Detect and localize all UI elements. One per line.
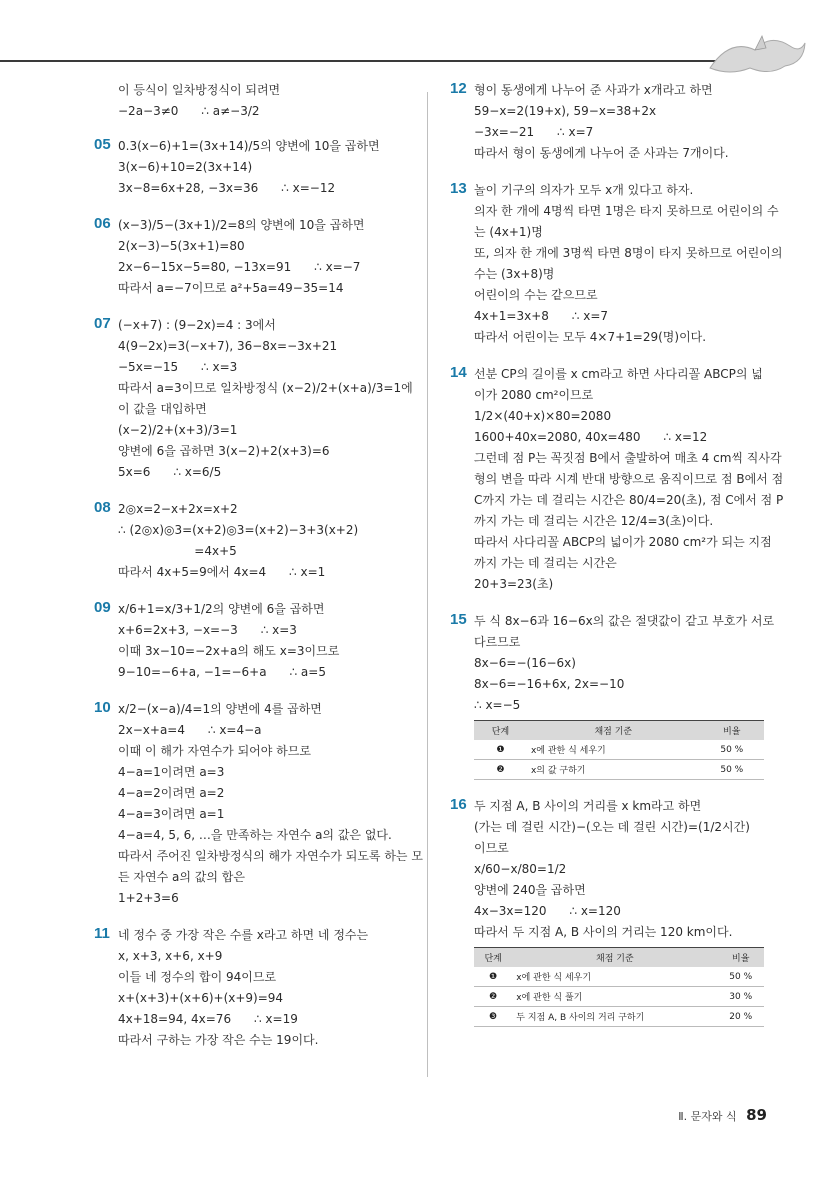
solution-line: 5x=6 ∴ x=6/5: [118, 465, 222, 479]
solution-line: 9−10=−6+a, −1=−6+a ∴ a=5: [118, 665, 326, 679]
solution-line: 59−x=2(19+x), 59−x=38+2x: [474, 104, 657, 118]
problem-number: 07: [94, 315, 111, 332]
column-divider: [427, 92, 428, 1077]
intro-block: [118, 80, 414, 122]
table-cell: x에 관한 식 풀기: [512, 987, 717, 1007]
left-column: [94, 80, 423, 1067]
problem-14: [450, 364, 784, 595]
solution-line: (−x+7) : (9−2x)=4 : 3에서: [118, 318, 276, 332]
solution-line: 20+3=23(초): [474, 577, 554, 591]
solution-lines: [118, 699, 423, 909]
solution-line: 따라서 a=−7이므로 a²+5a=49−35=14: [118, 281, 344, 295]
intro-line: 이 등식이 일차방정식이 되려면: [118, 83, 281, 97]
solution-line: 수는 (3x+8)명: [474, 267, 555, 281]
solution-line: 따라서 어린이는 모두 4×7+1=29(명)이다.: [474, 330, 707, 344]
solution-line: 든 자연수 a의 값의 합은: [118, 870, 245, 884]
solution-line: ∴ x=−5: [474, 698, 521, 712]
problem-number: 15: [450, 611, 467, 628]
solution-line: 이가 2080 cm²이므로: [474, 388, 594, 402]
problem-number: 12: [450, 80, 467, 97]
solution-line: 2x−6−15x−5=80, −13x=91 ∴ x=−7: [118, 260, 361, 274]
table-header: 채점 기준: [527, 721, 700, 741]
problem-07: [94, 315, 414, 483]
problem-13: [450, 180, 783, 348]
problem-16: [450, 796, 768, 1027]
dragon-icon: [700, 28, 810, 78]
scoring-table: [474, 720, 764, 780]
solution-lines: [474, 611, 775, 716]
table-header: 비율: [700, 721, 764, 741]
solution-line: (x−3)/5−(3x+1)/2=8의 양변에 10을 곱하면: [118, 218, 365, 232]
solution-lines: [474, 80, 768, 164]
solution-line: 어린이의 수는 같으므로: [474, 288, 598, 302]
solution-line: 양변에 6을 곱하면 3(x−2)+2(x+3)=6: [118, 444, 330, 458]
solution-line: 또, 의자 한 개에 3명씩 타면 8명이 타지 못하므로 어린이의: [474, 246, 783, 260]
solution-line: 2(x−3)−5(3x+1)=80: [118, 239, 245, 253]
solution-line: =4x+5: [118, 544, 237, 558]
solution-line: 양변에 240을 곱하면: [474, 883, 586, 897]
solution-line: x+(x+3)+(x+6)+(x+9)=94: [118, 991, 284, 1005]
table-cell: ❶: [474, 967, 512, 987]
solution-line: 4x+1=3x+8 ∴ x=7: [474, 309, 609, 323]
problem-number: 16: [450, 796, 467, 813]
solution-line: x/6+1=x/3+1/2의 양변에 6을 곱하면: [118, 602, 325, 616]
table-cell: x에 관한 식 세우기: [527, 740, 700, 760]
table-cell: ❷: [474, 987, 512, 1007]
problem-number: 09: [94, 599, 111, 616]
solution-line: 따라서 a=3이므로 일차방정식 (x−2)/2+(x+a)/3=1에: [118, 381, 413, 395]
table-cell: 50 %: [700, 760, 764, 780]
problem-number: 08: [94, 499, 111, 516]
solution-lines: [474, 180, 783, 348]
table-cell: ❷: [474, 760, 527, 780]
solution-line: 4−a=4, 5, 6, …을 만족하는 자연수 a의 값은 없다.: [118, 828, 392, 842]
solution-line: 4−a=2이려면 a=2: [118, 786, 225, 800]
solution-line: 4x+18=94, 4x=76 ∴ x=19: [118, 1012, 298, 1026]
table-row: [474, 967, 764, 987]
solution-line: 두 지점 A, B 사이의 거리를 x km라고 하면: [474, 799, 702, 813]
solution-lines: [118, 215, 414, 299]
solution-line: 4−a=1이려면 a=3: [118, 765, 225, 779]
solution-line: 따라서 주어진 일차방정식의 해가 자연수가 되도록 하는 모: [118, 849, 423, 863]
solution-line: 형의 변을 따라 시계 반대 방향으로 움직이므로 점 B에서 점: [474, 472, 784, 486]
table-header: 채점 기준: [512, 948, 717, 968]
problem-number: 11: [94, 925, 110, 942]
problem-09: [94, 599, 414, 683]
solution-lines: [474, 364, 784, 595]
solution-line: 다르므로: [474, 635, 521, 649]
solution-line: 이 값을 대입하면: [118, 402, 207, 416]
scoring-table: [474, 947, 764, 1027]
solution-lines: [118, 499, 414, 583]
solution-line: x/60−x/80=1/2: [474, 862, 567, 876]
table-header: 비율: [717, 948, 764, 968]
problem-number: 05: [94, 136, 111, 153]
solution-line: 따라서 구하는 가장 작은 수는 19이다.: [118, 1033, 319, 1047]
solution-line: 두 식 8x−6과 16−6x의 값은 절댓값이 같고 부호가 서로: [474, 614, 775, 628]
solution-line: 2◎x=2−x+2x=x+2: [118, 502, 238, 516]
right-column: [450, 80, 784, 1043]
solution-line: 1+2+3=6: [118, 891, 179, 905]
problem-08: [94, 499, 414, 583]
solution-line: 따라서 형이 동생에게 나누어 준 사과는 7개이다.: [474, 146, 729, 160]
solution-lines: [118, 599, 414, 683]
table-row: [474, 760, 764, 780]
table-row: [474, 740, 764, 760]
solution-line: ∴ (2◎x)◎3=(x+2)◎3=(x+2)−3+3(x+2): [118, 523, 359, 537]
solution-line: 네 정수 중 가장 작은 수를 x라고 하면 네 정수는: [118, 928, 369, 942]
solution-line: 4−a=3이려면 a=1: [118, 807, 225, 821]
page-footer: [678, 1106, 767, 1124]
problem-number: 14: [450, 364, 467, 381]
table-cell: 50 %: [717, 967, 764, 987]
solution-lines: [474, 796, 768, 943]
table-row: [474, 987, 764, 1007]
solution-line: 3(x−6)+10=2(3x+14): [118, 160, 253, 174]
solution-line: 3x−8=6x+28, −3x=36 ∴ x=−12: [118, 181, 336, 195]
problem-number: 13: [450, 180, 467, 197]
intro-line: −2a−3≠0 ∴ a≠−3/2: [118, 104, 260, 118]
solution-line: 2x−x+a=4 ∴ x=4−a: [118, 723, 262, 737]
table-cell: 50 %: [700, 740, 764, 760]
problem-11: [94, 925, 414, 1051]
solution-line: 까지 가는 데 걸리는 시간은: [474, 556, 617, 570]
solution-line: 이므로: [474, 841, 509, 855]
solution-line: (x−2)/2+(x+3)/3=1: [118, 423, 238, 437]
solution-line: 1/2×(40+x)×80=2080: [474, 409, 612, 423]
solution-line: 이때 이 해가 자연수가 되어야 하므로: [118, 744, 311, 758]
problem-06: [94, 215, 414, 299]
problem-number: 06: [94, 215, 111, 232]
solution-line: C까지 가는 데 걸리는 시간은 80/4=20(초), 점 C에서 점 P: [474, 493, 784, 507]
solution-line: 선분 CP의 길이를 x cm라고 하면 사다리꼴 ABCP의 넓: [474, 367, 763, 381]
table-cell: ❶: [474, 740, 527, 760]
chapter-label: Ⅱ. 문자와 식: [678, 1110, 737, 1123]
solution-lines: [118, 925, 414, 1051]
solution-line: 따라서 사다리꼴 ABCP의 넓이가 2080 cm²가 되는 지점: [474, 535, 772, 549]
table-cell: 두 지점 A, B 사이의 거리 구하기: [512, 1007, 717, 1027]
solution-line: −3x=−21 ∴ x=7: [474, 125, 594, 139]
solution-line: 이때 3x−10=−2x+a의 해도 x=3이므로: [118, 644, 340, 658]
solution-lines: [118, 315, 414, 483]
page-number: 89: [746, 1106, 767, 1124]
table-cell: 30 %: [717, 987, 764, 1007]
solution-line: 0.3(x−6)+1=(3x+14)/5의 양변에 10을 곱하면: [118, 139, 380, 153]
solution-line: 는 (4x+1)명: [474, 225, 543, 239]
solution-line: 놀이 기구의 의자가 모두 x개 있다고 하자.: [474, 183, 694, 197]
problem-10: [94, 699, 423, 909]
solution-line: 그런데 점 P는 꼭짓점 B에서 출발하여 매초 4 cm씩 직사각: [474, 451, 782, 465]
solution-line: 이들 네 정수의 합이 94이므로: [118, 970, 277, 984]
problem-12: [450, 80, 768, 164]
solution-line: −5x=−15 ∴ x=3: [118, 360, 238, 374]
table-cell: x의 값 구하기: [527, 760, 700, 780]
solution-line: x, x+3, x+6, x+9: [118, 949, 223, 963]
problem-05: [94, 136, 414, 199]
top-rule: [0, 60, 730, 62]
solution-line: 4x−3x=120 ∴ x=120: [474, 904, 621, 918]
solution-line: x/2−(x−a)/4=1의 양변에 4를 곱하면: [118, 702, 322, 716]
problem-15: [450, 611, 775, 780]
table-header: 단계: [474, 948, 512, 968]
problem-number: 10: [94, 699, 111, 716]
solution-line: 4(9−2x)=3(−x+7), 36−8x=−3x+21: [118, 339, 338, 353]
table-header: 단계: [474, 721, 527, 741]
solution-line: 형이 동생에게 나누어 준 사과가 x개라고 하면: [474, 83, 713, 97]
table-cell: 20 %: [717, 1007, 764, 1027]
solution-line: 의자 한 개에 4명씩 타면 1명은 타지 못하므로 어린이의 수: [474, 204, 779, 218]
solution-line: 8x−6=−(16−6x): [474, 656, 576, 670]
solution-line: 1600+40x=2080, 40x=480 ∴ x=12: [474, 430, 708, 444]
solution-line: x+6=2x+3, −x=−3 ∴ x=3: [118, 623, 297, 637]
solution-line: 8x−6=−16+6x, 2x=−10: [474, 677, 625, 691]
solution-line: 따라서 4x+5=9에서 4x=4 ∴ x=1: [118, 565, 326, 579]
solution-line: (가는 데 걸린 시간)−(오는 데 걸린 시간)=(1/2시간): [474, 820, 750, 834]
solution-lines: [118, 136, 414, 199]
table-cell: x에 관한 식 세우기: [512, 967, 717, 987]
solution-line: 까지 가는 데 걸리는 시간은 12/4=3(초)이다.: [474, 514, 714, 528]
solution-line: 따라서 두 지점 A, B 사이의 거리는 120 km이다.: [474, 925, 733, 939]
table-row: [474, 1007, 764, 1027]
table-cell: ❸: [474, 1007, 512, 1027]
